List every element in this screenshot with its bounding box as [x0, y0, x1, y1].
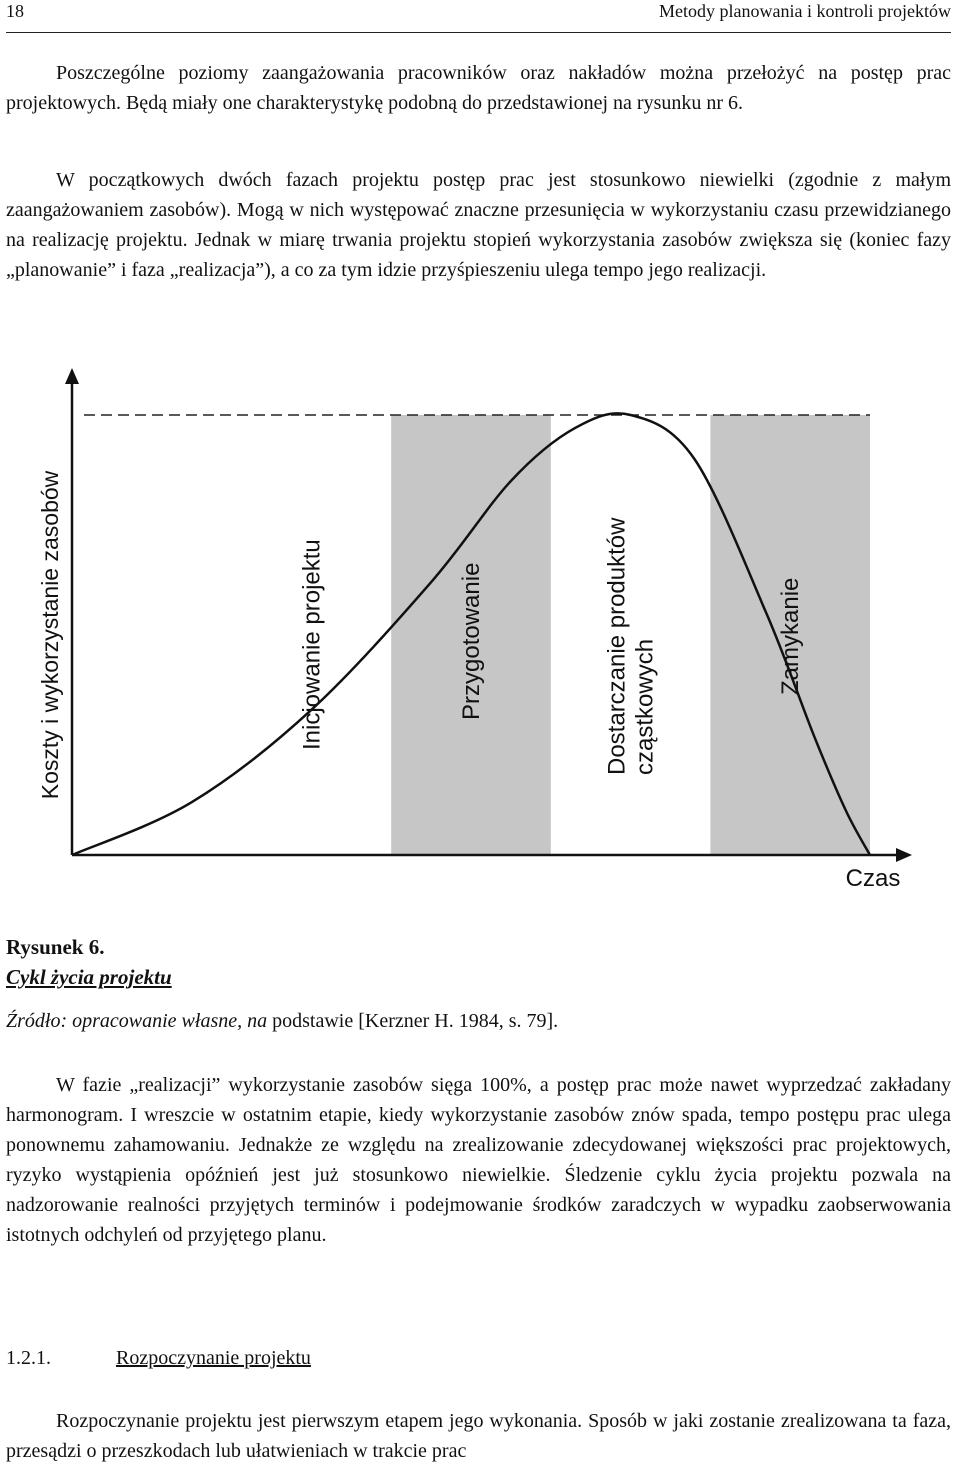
running-header: [6, 0, 951, 33]
running-title: Metody planowania i kontroli projektów: [659, 1, 951, 21]
section-title: Rozpoczynanie projektu: [116, 1347, 311, 1369]
paragraph-3: W fazie „realizacji” wykorzystanie zasobów sięga 100%, a postęp prac może nawet wyprzedzać zakładany harmonogram. I wreszcie w ostatnim etapie, kiedy wykorzystanie zasobów znów spada, tempo postępu prac ulega ponownemu zahamowaniu. Jednakże ze względu na zrealizowanie zdecydowanej większości prac projektowych, ryzyko wystąpienia opóźnień jest już stosunkowo niewielkie. Śledzenie cyklu życia projektu pozwala na nadzorowanie realności przyjętych terminów i podejmowanie środków zaradczych w wypadku zaobserwowania istotnych odchyleń od przyjętego planu.: [6, 1074, 951, 1246]
project-lifecycle-chart: [0, 360, 960, 925]
phase-label-4: Zamykanie: [777, 577, 805, 695]
phase-label-3-line-1: Dostarczanie produktów: [603, 517, 631, 775]
paragraph-2: W początkowych dwóch fazach projektu postęp prac jest stosunkowo niewielki (zgodnie z małym zaangażowaniem zasobów). Mogą w nich występować znaczne przesunięcia w wykorzystaniu czasu przewidzianego na realizację projektu. Jednak w miarę trwania projektu stopień wykorzystania zasobów zwiększa się (koniec fazy „planowanie” i faza „realizacja”), a co za tym idzie przyśpieszeniu ulega tempo jego realizacji.: [6, 169, 951, 281]
y-axis-label: Koszty i wykorzystanie zasobów: [37, 470, 63, 800]
x-axis-label: Czas: [845, 865, 901, 892]
figure-source-rest: podstawie [Kerzner H. 1984, s. 79].: [267, 1010, 559, 1032]
section-number: 1.2.1.: [6, 1347, 51, 1369]
page-number: 18: [6, 1, 24, 21]
figure-source-prefix: Źródło: opracowanie własne, na: [6, 1010, 268, 1032]
phase-label-1: Inicjowanie projektu: [298, 539, 326, 750]
paragraph-1: Poszczególne poziomy zaangażowania pracowników oraz nakładów można przełożyć na postęp prac projektowych. Będą miały one charakterystykę podobną do przedstawionej na rysunku nr 6.: [6, 62, 951, 114]
phase-label-3-line-2: cząstkowych: [631, 638, 659, 775]
section-heading: [6, 1347, 311, 1370]
x-axis-arrow: [896, 848, 912, 862]
figure-source: [6, 1010, 558, 1033]
figure-caption-title: Cykl życia projektu: [6, 965, 172, 989]
y-axis-arrow: [65, 368, 79, 384]
phase-label-2: Przygotowanie: [458, 562, 485, 720]
figure-caption-label: Rysunek 6.: [6, 935, 105, 959]
paragraph-4: Rozpoczynanie projektu jest pierwszym etapem jego wykonania. Sposób w jaki zostanie zrealizowana ta faza, przesądzi o przeszkodach lub ułatwieniach w trakcie prac: [6, 1410, 951, 1462]
